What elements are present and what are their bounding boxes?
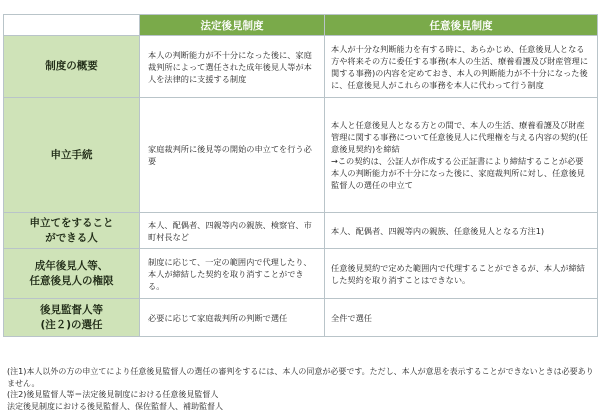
footnote-1: (注1)本人以外の方の申立てにより任意後見監督人の選任の審判をするには、本人の同意が必要です。ただし、本人が意思を表示することができないときは必要ありません。 bbox=[7, 367, 594, 388]
voluntary-petitioners: 本人、配偶者、四親等内の親族、任意後見人となる方注1) bbox=[325, 213, 598, 249]
footnotes bbox=[7, 366, 595, 412]
statutory-procedure: 家庭裁判所に後見等の開始の申立てを行う必要 bbox=[140, 98, 325, 213]
header-statutory: 法定後見制度 bbox=[140, 15, 325, 36]
procedure-line: →この契約は、公証人が作成する公正証書により締結することが必要 bbox=[331, 156, 584, 166]
row-label-line: 成年後見人等、 bbox=[34, 259, 109, 272]
header-voluntary: 任意後見制度 bbox=[325, 15, 598, 36]
header-corner bbox=[4, 15, 140, 36]
voluntary-authority: 任意後見契約で定めた範囲内で代理することができるが、本人が締結した契約を取り消すことはできない。 bbox=[325, 249, 598, 299]
statutory-authority: 制度に応じて、一定の範囲内で代理したり、本人が締結した契約を取り消すことができる。 bbox=[140, 249, 325, 299]
voluntary-supervisor: 全件で選任 bbox=[325, 299, 598, 337]
table-row bbox=[4, 98, 598, 213]
table-row bbox=[4, 249, 598, 299]
row-label-line: 申立手続 bbox=[50, 148, 93, 161]
row-label-line: (注２)の選任 bbox=[40, 318, 103, 331]
table-row bbox=[4, 299, 598, 337]
procedure-line: 本人の判断能力が不十分になった後に、家庭裁判所に対し、任意後見監督人の選任の申立て bbox=[331, 168, 585, 190]
row-label-overview bbox=[4, 36, 140, 98]
row-label-petitioners bbox=[4, 213, 140, 249]
row-label-supervisor bbox=[4, 299, 140, 337]
table-row bbox=[4, 213, 598, 249]
statutory-petitioners: 本人、配偶者、四親等内の親族、検察官、市町村長など bbox=[140, 213, 325, 249]
footnote-3: 法定後見制度における後見監督人、保佐監督人、補助監督人 bbox=[7, 401, 223, 411]
footnote-2: (注2)後見監督人等＝法定後見制度における任意後見監督人 bbox=[7, 390, 219, 399]
row-label-line: 申立てをすること bbox=[29, 216, 114, 229]
row-label-line: 制度の概要 bbox=[45, 60, 98, 72]
row-label-line: ができる人 bbox=[45, 231, 98, 244]
row-label-procedure bbox=[4, 98, 140, 213]
row-label-line: 後見監督人等 bbox=[40, 303, 103, 316]
table-row bbox=[4, 36, 598, 98]
statutory-overview: 本人の判断能力が不十分になった後に、家庭裁判所によって選任された成年後見人等が本人を法律的に支援する制度 bbox=[140, 36, 325, 98]
guardianship-comparison-table bbox=[3, 14, 598, 337]
voluntary-procedure bbox=[325, 98, 598, 213]
voluntary-overview: 本人が十分な判断能力を有する時に、あらかじめ、任意後見人となる方や将来その方に委任する事務(本人の生活、療養看護及び財産管理に関する事務)の内容を定めておき、本人の判断能力が不十分になった後に、任意後見人がこれらの事務を本人に代わって行う制度 bbox=[325, 36, 598, 98]
procedure-line: 本人と任意後見人となる方との間で、本人の生活、療養看護及び財産管理に関する事務について任意後見人に代理権を与える内容の契約(任意後見契約)を締結 bbox=[331, 120, 588, 154]
row-label-authority bbox=[4, 249, 140, 299]
header-row bbox=[4, 15, 598, 36]
statutory-supervisor: 必要に応じて家庭裁判所の判断で選任 bbox=[140, 299, 325, 337]
row-label-line: 任意後見人の権限 bbox=[29, 274, 114, 287]
